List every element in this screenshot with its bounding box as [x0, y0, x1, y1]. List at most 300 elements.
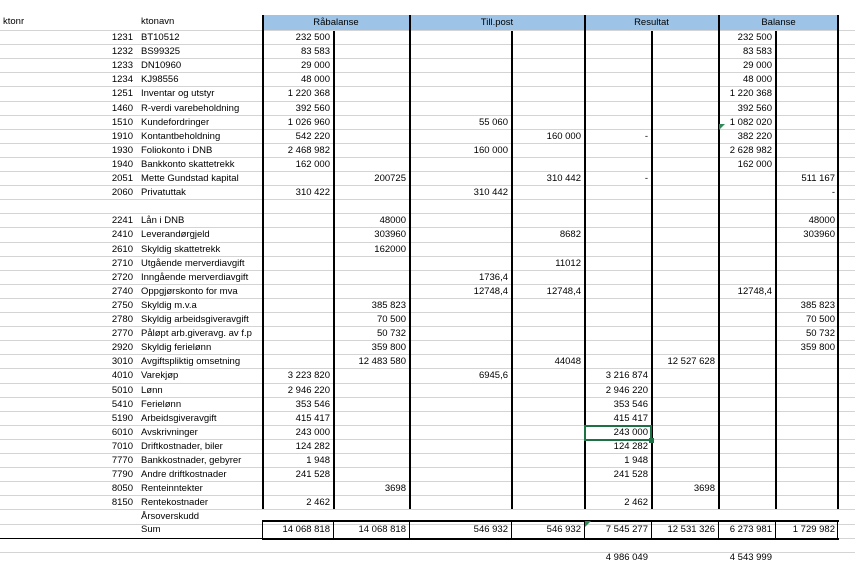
- cell-rb-d[interactable]: 392 560: [295, 102, 330, 114]
- cell-rb-d[interactable]: [266, 200, 330, 214]
- cell-bal-k[interactable]: [779, 426, 835, 440]
- cell-bal-d[interactable]: 2 628 982: [729, 144, 772, 156]
- cell-bal-d[interactable]: [722, 172, 772, 186]
- cell-tp-d[interactable]: [413, 73, 508, 87]
- cell-bal-k[interactable]: [779, 257, 835, 271]
- cell-rb-k[interactable]: [337, 59, 406, 73]
- cell-rb-k[interactable]: [337, 257, 406, 271]
- cell-rb-k[interactable]: 70 500: [376, 314, 406, 325]
- cell-bal-d[interactable]: [722, 214, 772, 228]
- cell-res-d[interactable]: [588, 87, 648, 101]
- cell-res-k[interactable]: [655, 200, 715, 214]
- cell-bal-d[interactable]: [722, 243, 772, 257]
- cell-nr[interactable]: 5010: [111, 384, 133, 396]
- cell-tp-d[interactable]: [413, 426, 508, 440]
- cell-res-k[interactable]: [655, 398, 715, 412]
- cell-tp-k[interactable]: [515, 482, 581, 496]
- cell-res-k[interactable]: [655, 271, 715, 285]
- cell-rb-d[interactable]: 232 500: [295, 32, 330, 43]
- cell-tp-d[interactable]: [413, 59, 508, 73]
- cell-res-d[interactable]: 2 946 220: [605, 384, 648, 396]
- cell-navn[interactable]: Leverandørgjeld: [141, 229, 210, 241]
- cell-navn[interactable]: Ferielønn: [141, 398, 182, 410]
- cell-rb-d[interactable]: 353 546: [295, 398, 330, 410]
- cell-bal-d[interactable]: [722, 369, 772, 383]
- cell-bal-d[interactable]: [722, 341, 772, 355]
- cell-res-d[interactable]: [588, 482, 648, 496]
- cell-tp-k[interactable]: 44048: [554, 356, 581, 368]
- cell-res-k[interactable]: [655, 299, 715, 313]
- cell-tp-k[interactable]: [515, 454, 581, 468]
- cell-tp-k[interactable]: 310 442: [546, 173, 581, 184]
- cell-res-k[interactable]: [655, 440, 715, 454]
- cell-bal-k[interactable]: [779, 369, 835, 383]
- cell-tp-d[interactable]: [413, 398, 508, 412]
- cell-bal-k[interactable]: [779, 496, 835, 510]
- cell-rb-k[interactable]: [337, 31, 406, 45]
- cell-bal-d[interactable]: [722, 440, 772, 454]
- cell-bal-d[interactable]: 162 000: [737, 158, 772, 170]
- cell-tp-k[interactable]: [515, 73, 581, 87]
- cell-res-k[interactable]: [655, 257, 715, 271]
- cell-rb-k[interactable]: [337, 158, 406, 172]
- cell-navn[interactable]: Utgående merverdiavgift: [141, 257, 245, 269]
- cell-nr[interactable]: 2920: [111, 342, 133, 354]
- cell-navn[interactable]: Påløpt arb.giveravg. av f.p: [141, 328, 252, 340]
- cell-res-d[interactable]: 415 417: [613, 412, 648, 424]
- cell-nr[interactable]: 1510: [111, 116, 133, 128]
- cell-bal-k[interactable]: [779, 243, 835, 257]
- cell-tp-k[interactable]: [515, 214, 581, 228]
- cell-res-k[interactable]: [655, 341, 715, 355]
- cell-res-k[interactable]: [655, 130, 715, 144]
- cell-nr[interactable]: 2750: [111, 299, 133, 311]
- cell-bal-k[interactable]: 48000: [808, 215, 835, 227]
- cell-tp-k[interactable]: [515, 243, 581, 257]
- cell-res-k[interactable]: [655, 45, 715, 59]
- cell-tp-d[interactable]: 310 442: [473, 187, 508, 199]
- cell-navn[interactable]: Skyldig m.v.a: [141, 299, 197, 311]
- cell-res-k[interactable]: [655, 496, 715, 510]
- cell-rb-d[interactable]: 83 583: [300, 46, 330, 58]
- cell-res-d[interactable]: 2 462: [624, 497, 648, 509]
- cell-res-k[interactable]: [655, 454, 715, 468]
- cell-nr[interactable]: 2780: [111, 314, 133, 325]
- cell-res-d[interactable]: [588, 228, 648, 242]
- cell-tp-k[interactable]: 160 000: [546, 130, 581, 142]
- cell-res-k[interactable]: [655, 31, 715, 45]
- cell-rb-k[interactable]: 12 483 580: [358, 356, 406, 368]
- cell-nr[interactable]: 3010: [111, 356, 133, 368]
- cell-nr[interactable]: 1251: [111, 88, 133, 100]
- cell-res-k[interactable]: [655, 243, 715, 257]
- cell-tp-k[interactable]: [515, 116, 581, 130]
- cell-nr[interactable]: 2770: [111, 328, 133, 340]
- cell-res-d[interactable]: [588, 73, 648, 87]
- cell-rb-k[interactable]: [337, 285, 406, 299]
- cell-tp-d[interactable]: [413, 412, 508, 426]
- cell-res-k[interactable]: [655, 384, 715, 398]
- sum-tp-k[interactable]: 546 932: [546, 524, 581, 535]
- cell-navn[interactable]: Lønn: [141, 384, 163, 396]
- cell-nr[interactable]: 5190: [111, 412, 133, 424]
- cell-rb-d[interactable]: [266, 341, 330, 355]
- cell-rb-d[interactable]: [266, 285, 330, 299]
- cell-bal-d[interactable]: [722, 412, 772, 426]
- cell-tp-d[interactable]: [413, 45, 508, 59]
- cell-bal-k[interactable]: [779, 398, 835, 412]
- cell-navn[interactable]: Kontantbeholdning: [141, 130, 221, 142]
- cell-tp-k[interactable]: 11012: [555, 257, 581, 269]
- cell-bal-d[interactable]: 48 000: [742, 74, 772, 86]
- cell-tp-d[interactable]: [413, 228, 508, 242]
- cell-res-d[interactable]: [588, 116, 648, 130]
- cell-rb-k[interactable]: 359 800: [371, 342, 406, 354]
- cell-navn[interactable]: Oppgjørskonto for mva: [141, 285, 238, 297]
- cell-bal-d[interactable]: 1 220 368: [729, 88, 772, 100]
- cell-bal-k[interactable]: [779, 31, 835, 45]
- cell-rb-k[interactable]: [337, 454, 406, 468]
- cell-bal-d[interactable]: [722, 299, 772, 313]
- cell-rb-d[interactable]: 2 462: [306, 497, 330, 509]
- cell-tp-d[interactable]: [413, 200, 508, 214]
- cell-res-k[interactable]: [655, 285, 715, 299]
- cell-nr[interactable]: 2720: [111, 271, 133, 283]
- cell-navn[interactable]: R-verdi varebeholdning: [141, 102, 240, 114]
- cell-res-k[interactable]: [655, 214, 715, 228]
- cell-bal-d[interactable]: [722, 496, 772, 510]
- cell-res-d[interactable]: [588, 31, 648, 45]
- cell-bal-d[interactable]: [722, 398, 772, 412]
- cell-nr[interactable]: [3, 510, 133, 524]
- cell-bal-k[interactable]: [779, 144, 835, 158]
- cell-tp-k[interactable]: 8682: [559, 229, 581, 241]
- cell-res-k[interactable]: [655, 313, 715, 327]
- cell-nr[interactable]: 7790: [111, 469, 133, 481]
- cell-bal-k[interactable]: [779, 200, 835, 214]
- cell-rb-k[interactable]: [337, 186, 406, 200]
- cell-nr[interactable]: 1940: [111, 158, 133, 170]
- cell-res-d[interactable]: [588, 271, 648, 285]
- cell-navn[interactable]: Renteinntekter: [141, 483, 203, 495]
- cell-res-d[interactable]: [588, 341, 648, 355]
- cell-res-k[interactable]: 3698: [693, 483, 715, 495]
- sum-rb-d[interactable]: 14 068 818: [282, 524, 330, 535]
- cell-nr[interactable]: 1231: [111, 32, 133, 43]
- cell-rb-d[interactable]: 2 946 220: [287, 384, 330, 396]
- cell-bal-d[interactable]: 12748,4: [737, 285, 772, 297]
- cell-bal-k[interactable]: 303960: [803, 229, 835, 241]
- cell-rb-d[interactable]: 243 000: [295, 426, 330, 438]
- cell-res-d[interactable]: 241 528: [613, 469, 648, 481]
- cell-res-d[interactable]: -: [644, 130, 648, 142]
- cell-bal-d[interactable]: 382 220: [737, 130, 772, 142]
- cell-tp-k[interactable]: [515, 398, 581, 412]
- cell-rb-k[interactable]: [337, 369, 406, 383]
- cell-nr[interactable]: 7770: [111, 455, 133, 466]
- cell-tp-k[interactable]: [515, 271, 581, 285]
- cell-bal-k[interactable]: [779, 468, 835, 482]
- cell-rb-d[interactable]: 1 948: [306, 455, 330, 466]
- cell-res-d[interactable]: [588, 45, 648, 59]
- cell-rb-k[interactable]: [337, 398, 406, 412]
- cell-bal-k[interactable]: 50 732: [805, 328, 835, 340]
- cell-bal-k[interactable]: [779, 271, 835, 285]
- cell-rb-k[interactable]: [337, 87, 406, 101]
- cell-rb-d[interactable]: [266, 313, 330, 327]
- cell-navn[interactable]: Skyldig ferielønn: [141, 342, 212, 354]
- cell-res-d[interactable]: 353 546: [613, 398, 648, 410]
- cell-navn[interactable]: Årsoverskudd: [141, 511, 200, 523]
- cell-bal-d[interactable]: 1 082 020: [729, 116, 772, 128]
- cell-rb-d[interactable]: 1 220 368: [287, 88, 330, 100]
- cell-rb-k[interactable]: [337, 45, 406, 59]
- cell-navn[interactable]: Lån i DNB: [141, 215, 185, 227]
- cell-navn[interactable]: Skyldig skattetrekk: [141, 243, 221, 255]
- cell-tp-d[interactable]: 1736,4: [478, 271, 508, 283]
- cell-tp-d[interactable]: [413, 257, 508, 271]
- cell-navn[interactable]: Foliokonto i DNB: [141, 144, 213, 156]
- cell-tp-d[interactable]: [413, 158, 508, 172]
- cell-rb-k[interactable]: 48000: [379, 215, 406, 227]
- cell-rb-k[interactable]: [337, 412, 406, 426]
- cell-rb-k[interactable]: [337, 144, 406, 158]
- cell-bal-d[interactable]: 83 583: [742, 46, 772, 58]
- cell-tp-k[interactable]: [515, 369, 581, 383]
- cell-rb-k[interactable]: [337, 496, 406, 510]
- cell-rb-k[interactable]: [337, 384, 406, 398]
- cell-res-d[interactable]: [588, 144, 648, 158]
- cell-rb-k[interactable]: [337, 200, 406, 214]
- cell-nr[interactable]: 1232: [111, 46, 133, 58]
- cell-tp-d[interactable]: [413, 243, 508, 257]
- cell-tp-d[interactable]: 12748,4: [473, 285, 508, 297]
- cell-tp-d[interactable]: [413, 341, 508, 355]
- cell-bal-d[interactable]: [722, 384, 772, 398]
- cell-rb-d[interactable]: 48 000: [300, 74, 330, 86]
- cell-rb-d[interactable]: 310 422: [295, 187, 330, 199]
- cell-rb-d[interactable]: [266, 172, 330, 186]
- cell-bal-d[interactable]: [722, 257, 772, 271]
- cell-nr[interactable]: [3, 200, 133, 214]
- cell-res-d[interactable]: 3 216 874: [605, 370, 648, 382]
- cell-tp-d[interactable]: [413, 172, 508, 186]
- cell-rb-d[interactable]: 162 000: [295, 158, 330, 170]
- cell-rb-d[interactable]: [266, 257, 330, 271]
- cell-bal-k[interactable]: [779, 482, 835, 496]
- cell-tp-k[interactable]: [515, 200, 581, 214]
- cell-nr[interactable]: 2710: [111, 257, 133, 269]
- cell-tp-k[interactable]: [515, 102, 581, 116]
- cell-bal-d[interactable]: 29 000: [742, 60, 772, 72]
- cell-res-d[interactable]: 124 282: [613, 440, 648, 452]
- cell-navn[interactable]: Andre driftkostnader: [141, 469, 227, 481]
- cell-nr[interactable]: 8150: [111, 497, 133, 509]
- cell-res-d[interactable]: [588, 285, 648, 299]
- cell-navn[interactable]: DN10960: [141, 60, 182, 72]
- cell-navn[interactable]: Avskrivninger: [141, 426, 198, 438]
- cell-rb-d[interactable]: 124 282: [295, 440, 330, 452]
- cell-navn[interactable]: Kundefordringer: [141, 116, 210, 128]
- sum-tp-d[interactable]: 546 932: [473, 524, 508, 535]
- cell-navn[interactable]: KJ98556: [141, 74, 179, 86]
- cell-navn[interactable]: BS99325: [141, 46, 181, 58]
- cell-res-k[interactable]: [655, 102, 715, 116]
- cell-rb-d[interactable]: 1 026 960: [287, 116, 330, 128]
- cell-bal-d[interactable]: [722, 271, 772, 285]
- cell-bal-k[interactable]: [779, 102, 835, 116]
- cell-navn[interactable]: Varekjøp: [141, 370, 179, 382]
- cell-bal-k[interactable]: [779, 45, 835, 59]
- cell-navn[interactable]: Bankkonto skattetrekk: [141, 158, 235, 170]
- cell-tp-d[interactable]: [413, 87, 508, 101]
- cell-bal-k[interactable]: [779, 440, 835, 454]
- extra-bal-d[interactable]: 4 543 999: [729, 552, 772, 563]
- cell-tp-k[interactable]: [515, 31, 581, 45]
- cell-bal-d[interactable]: 232 500: [737, 32, 772, 43]
- cell-rb-d[interactable]: 241 528: [295, 469, 330, 481]
- cell-tp-k[interactable]: [515, 496, 581, 510]
- fill-handle[interactable]: [649, 438, 654, 443]
- cell-tp-d[interactable]: [413, 31, 508, 45]
- cell-rb-k[interactable]: [337, 102, 406, 116]
- cell-navn[interactable]: Privatuttak: [141, 187, 186, 199]
- cell-rb-d[interactable]: [266, 482, 330, 496]
- cell-bal-d[interactable]: [722, 200, 772, 214]
- cell-navn[interactable]: Inventar og utstyr: [141, 88, 215, 100]
- cell-tp-d[interactable]: [413, 496, 508, 510]
- cell-rb-d[interactable]: 415 417: [295, 412, 330, 424]
- cell-navn[interactable]: Skyldig arbeidsgiveravgift: [141, 314, 249, 325]
- cell-navn[interactable]: Driftkostnader, biler: [141, 440, 223, 452]
- cell-tp-d[interactable]: 55 060: [478, 116, 508, 128]
- cell-bal-k[interactable]: [779, 59, 835, 73]
- cell-bal-d[interactable]: [722, 454, 772, 468]
- cell-tp-d[interactable]: [413, 482, 508, 496]
- cell-res-d[interactable]: [588, 200, 648, 214]
- cell-rb-d[interactable]: 542 220: [295, 130, 330, 142]
- cell-navn[interactable]: Rentekostnader: [141, 497, 209, 509]
- cell-nr[interactable]: 4010: [111, 370, 133, 382]
- cell-res-d[interactable]: [588, 355, 648, 369]
- cell-res-k[interactable]: 12 527 628: [667, 356, 715, 368]
- cell-tp-k[interactable]: [515, 45, 581, 59]
- cell-tp-d[interactable]: [413, 454, 508, 468]
- cell-rb-k[interactable]: 3698: [384, 483, 406, 495]
- cell-rb-d[interactable]: [266, 327, 330, 341]
- cell-res-k[interactable]: [655, 186, 715, 200]
- cell-rb-k[interactable]: [337, 468, 406, 482]
- cell-res-d[interactable]: 1 948: [624, 455, 648, 466]
- cell-rb-d[interactable]: [266, 299, 330, 313]
- cell-res-d[interactable]: [588, 158, 648, 172]
- cell-rb-d[interactable]: [266, 243, 330, 257]
- cell-nr[interactable]: 2610: [111, 243, 133, 255]
- cell-res-k[interactable]: [655, 144, 715, 158]
- cell-res-k[interactable]: [655, 327, 715, 341]
- cell-navn[interactable]: Mette Gundstad kapital: [141, 173, 239, 184]
- cell-tp-k[interactable]: [515, 299, 581, 313]
- cell-bal-k[interactable]: [779, 116, 835, 130]
- cell-bal-d[interactable]: [722, 313, 772, 327]
- cell-res-d[interactable]: [588, 257, 648, 271]
- cell-rb-k[interactable]: [337, 271, 406, 285]
- cell-bal-d[interactable]: [722, 482, 772, 496]
- cell-rb-k[interactable]: 200725: [374, 173, 406, 184]
- cell-bal-d[interactable]: [722, 426, 772, 440]
- cell-rb-k[interactable]: 303960: [374, 229, 406, 241]
- cell-res-d[interactable]: [588, 243, 648, 257]
- cell-tp-d[interactable]: 6945,6: [478, 370, 508, 382]
- sum-bal-k[interactable]: 1 729 982: [792, 524, 835, 535]
- cell-rb-k[interactable]: [337, 116, 406, 130]
- cell-tp-k[interactable]: [515, 341, 581, 355]
- sum-res-k[interactable]: 12 531 326: [667, 524, 715, 535]
- cell-bal-d[interactable]: [722, 355, 772, 369]
- cell-tp-d[interactable]: [413, 468, 508, 482]
- cell-bal-d[interactable]: [722, 468, 772, 482]
- cell-res-d[interactable]: [588, 186, 648, 200]
- cell-bal-d[interactable]: [722, 228, 772, 242]
- sum-bal-d[interactable]: 6 273 981: [729, 524, 772, 535]
- cell-rb-d[interactable]: 2 468 982: [287, 144, 330, 156]
- cell-rb-k[interactable]: [337, 73, 406, 87]
- cell-bal-k[interactable]: [779, 158, 835, 172]
- cell-rb-d[interactable]: [266, 355, 330, 369]
- cell-nr[interactable]: 1460: [111, 102, 133, 114]
- cell-bal-k[interactable]: [779, 130, 835, 144]
- cell-res-k[interactable]: [655, 412, 715, 426]
- cell-tp-k[interactable]: [515, 186, 581, 200]
- cell-navn[interactable]: Arbeidsgiveravgift: [141, 412, 217, 424]
- cell-navn[interactable]: BT10512: [141, 32, 180, 43]
- sum-rb-k[interactable]: 14 068 818: [358, 524, 406, 535]
- cell-res-d[interactable]: [588, 327, 648, 341]
- cell-rb-k[interactable]: 162000: [374, 243, 406, 255]
- cell-tp-k[interactable]: [515, 313, 581, 327]
- cell-nr[interactable]: 6010: [111, 426, 133, 438]
- cell-nr[interactable]: 2740: [111, 285, 133, 297]
- cell-bal-k[interactable]: 385 823: [800, 299, 835, 311]
- cell-bal-k[interactable]: [779, 355, 835, 369]
- cell-bal-d[interactable]: [722, 327, 772, 341]
- cell-nr[interactable]: 1234: [111, 74, 133, 86]
- cell-tp-k[interactable]: [515, 412, 581, 426]
- cell-tp-k[interactable]: [515, 426, 581, 440]
- cell-res-k[interactable]: [655, 73, 715, 87]
- cell-tp-d[interactable]: [413, 327, 508, 341]
- extra-res-d[interactable]: 4 986 049: [605, 552, 648, 563]
- cell-tp-k[interactable]: [515, 59, 581, 73]
- cell-bal-d[interactable]: [722, 186, 772, 200]
- cell-res-k[interactable]: [655, 468, 715, 482]
- cell-nr[interactable]: 1930: [111, 144, 133, 156]
- cell-nr[interactable]: 8050: [111, 483, 133, 495]
- cell-nr[interactable]: 2410: [111, 229, 133, 241]
- cell-tp-k[interactable]: [515, 144, 581, 158]
- cell-res-k[interactable]: [655, 116, 715, 130]
- cell-tp-k[interactable]: [515, 468, 581, 482]
- cell-tp-d[interactable]: [413, 102, 508, 116]
- cell-tp-d[interactable]: [413, 313, 508, 327]
- cell-rb-d[interactable]: 29 000: [300, 60, 330, 72]
- cell-rb-k[interactable]: [337, 440, 406, 454]
- cell-res-k[interactable]: [655, 369, 715, 383]
- cell-res-k[interactable]: [655, 59, 715, 73]
- cell-nr[interactable]: 2241: [111, 215, 133, 227]
- sum-res-d[interactable]: 7 545 277: [605, 524, 648, 535]
- cell-nr[interactable]: 2051: [111, 173, 133, 184]
